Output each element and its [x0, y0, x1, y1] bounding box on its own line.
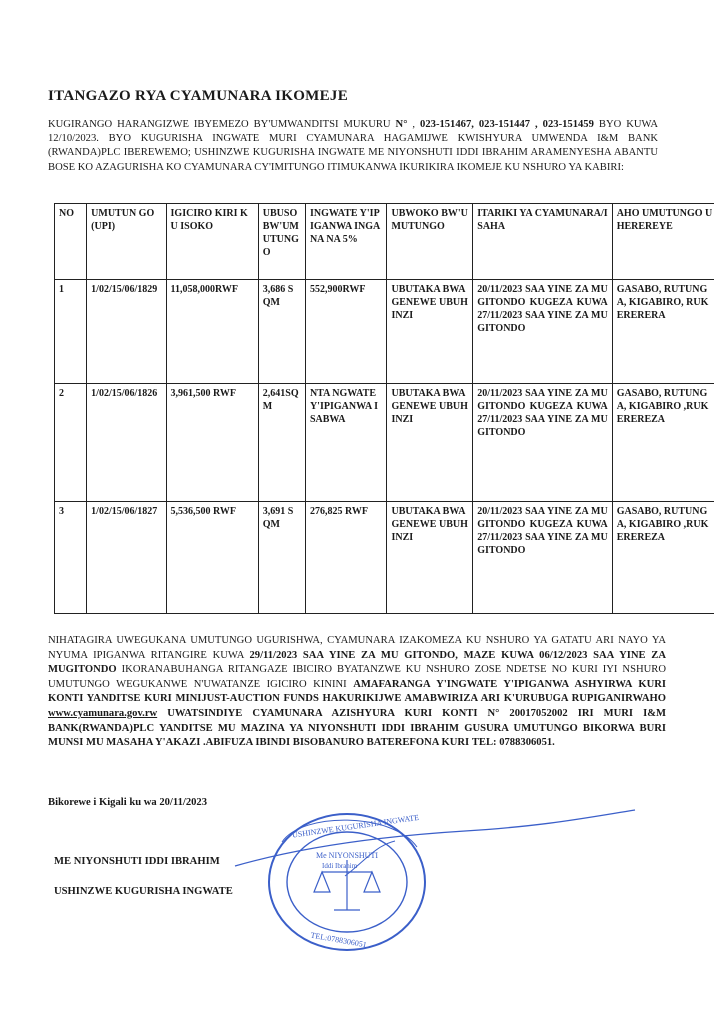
- table-row: [55, 502, 714, 614]
- header-size: UBUSO BW'UMUTUNGO: [258, 204, 305, 280]
- cell-no: 3: [55, 502, 87, 614]
- outro-payment-text: UWATSINDIYE CYAMUNARA AZISHYURA KURI KONTI: [167, 707, 478, 719]
- cell-upi: 1/02/15/06/1829: [87, 280, 166, 384]
- table-row: [55, 384, 714, 502]
- header-price: IGICIRO KIRI KU ISOKO: [166, 204, 258, 280]
- cell-upi: 1/02/15/06/1827: [87, 502, 166, 614]
- tel-label: TEL:: [471, 737, 497, 749]
- intro-text-1: KUGIRANGO HARANGIZWE IBYEMEZO BY'UMWANDITSI MUKURU: [48, 119, 391, 130]
- auction-website-link[interactable]: www.cyamunara.gov.rw: [48, 707, 158, 719]
- table-header-row: [55, 204, 714, 280]
- header-deposit: INGWATE Y'IPIGANWA INGANA NA 5%: [305, 204, 387, 280]
- cell-price: 11,058,000RWF: [166, 280, 258, 384]
- cell-size: 3,691 SQM: [258, 502, 305, 614]
- cell-no: 2: [55, 384, 87, 502]
- cell-deposit: 276,825 RWF: [305, 502, 387, 614]
- cell-size: 3,686 SQM: [258, 280, 305, 384]
- header-location: AHO UMUTUNGO UHEREREYE: [612, 204, 714, 280]
- svg-text:Me NIYONSHUTI: Me NIYONSHUTI: [316, 851, 378, 860]
- outro-text-1: NIHATAGIRA UWEGUKANA UMUTUNGO UGURISHWA, CYAMUNARA IZAKOMEZA KU NSHURO YA GATATU ARI NAYO YA NYUMA IPIGANWA RITANGIRE KUWA: [48, 635, 666, 661]
- cell-price: 3,961,500 RWF: [166, 384, 258, 502]
- cell-location: GASABO, RUTUNGA, KIGABIRO ,RUKEREREZA: [612, 502, 714, 614]
- cell-type: UBUTAKA BWAGENEWE UBUHINZI: [387, 502, 473, 614]
- header-no: NO: [55, 204, 87, 280]
- intro-text-2: BYO KUWA 12/10/2023. BYO KUGURISHA INGWATE MURI CYAMUNARA HAGAMIJWE KWISHYURA UMWENDA I&M BANK (RWANDA)PLC IBEREWEMO; USHINZWE KUGURISHA INGWATE ME NIYONSHUTI IDDI IBRAHIM ARAMENYESHA ABANTU BOSE KO AZAGURISHA KO CYAMUNARA CY'IMITUNGO ITIMUKANWA IKURIKIRA IKOMEJE KU NSHURO YA KABIRI:: [48, 119, 658, 173]
- svg-text:Iddi Ibrahim: Iddi Ibrahim: [322, 862, 358, 870]
- svg-text:TEL:0788306051: TEL:0788306051: [309, 930, 368, 950]
- tel-number: 0788306051.: [499, 737, 555, 749]
- cell-date: 20/11/2023 SAA YINE ZA MUGITONDO KUGEZA KUWA 27/11/2023 SAA YINE ZA MU GITONDO: [473, 280, 612, 384]
- outro-third-round-dates: 29/11/2023 SAA YINE ZA MU GITONDO, MAZE KUWA 06/12/2023 SAA YINE ZA MUGITONDO: [48, 649, 666, 676]
- account-number: 20017052002: [509, 707, 568, 719]
- notice-title: ITANGAZO RYA CYAMUNARA IKOMEJE: [48, 88, 349, 104]
- cell-date: 20/11/2023 SAA YINE ZA MUGITONDO KUGEZA KUWA 27/11/2023 SAA YINE ZA MU GITONDO: [473, 384, 612, 502]
- header-date: ITARIKI YA CYAMUNARA/ISAHA: [473, 204, 612, 280]
- properties-table: [54, 203, 714, 614]
- official-stamp: [252, 802, 452, 962]
- header-upi: UMUTUN GO(UPI): [87, 204, 166, 280]
- signed-date: Bikorewe i Kigali ku wa 20/11/2023: [48, 797, 208, 808]
- cell-price: 5,536,500 RWF: [166, 502, 258, 614]
- intro-no-sign: N°: [395, 119, 408, 130]
- cell-deposit: 552,900RWF: [305, 280, 387, 384]
- cell-date: 20/11/2023 SAA YINE ZA MUGITONDO KUGEZA KUWA 27/11/2023 SAA YINE ZA MU GITONDO: [473, 502, 612, 614]
- outro-paragraph: [48, 634, 666, 751]
- outro-deposit-instructions: AMAFARANGA Y'INGWATE Y'IPIGANWA ASHYIRWA KURI KONTI YANDITSE KURI MINIJUST-AUCTION FUNDS HAKURIKIJWE AMABWIRIZA ARI K'URUBUGA RUPIGANIRWAHO: [48, 678, 667, 705]
- cell-no: 1: [55, 280, 87, 384]
- cell-location: GASABO, RUTUNGA, KIGABIRO ,RUKEREREZA: [612, 384, 714, 502]
- cell-type: UBUTAKA BWAGENEWE UBUHINZI: [387, 280, 473, 384]
- outro-no-sign: N°: [487, 707, 500, 719]
- intro-paragraph: KUGIRANGO HARANGIZWE IBYEMEZO BY'UMWANDITSI MUKURU N° , 023-151467, 023-151447 , 023-151459 BYO KUWA 12/10/2023. BYO KUGURISHA INGWATE MURI CYAMUNARA HAGAMIJWE KWISHYURA UMWENDA I&M BANK (RWANDA)PLC IBEREWEMO; USHINZWE KUGURISHA INGWATE ME NIYONSHUTI IDDI IBRAHIM ARAMENYESHA ABANTU BOSE KO AZAGURISHA KO CYAMUNARA CY'IMITUNGO ITIMUKANWA IKURIKIRA IKOMEJE KU NSHURO YA KABIRI:: [48, 119, 658, 173]
- cell-type: UBUTAKA BWAGENEWE UBUHINZI: [387, 384, 473, 502]
- signer-role: USHINZWE KUGURISHA INGWATE: [54, 886, 233, 897]
- header-type: UBWOKO BW'UMUTUNGO: [387, 204, 473, 280]
- signer-name: ME NIYONSHUTI IDDI IBRAHIM: [54, 856, 220, 867]
- svg-text:USHINZWE KUGURISHA INGWATE: USHINZWE KUGURISHA INGWATE: [291, 812, 420, 840]
- cell-upi: 1/02/15/06/1826: [87, 384, 166, 502]
- cell-location: GASABO, RUTUNGA, KIGABIRO, RUKERERERA: [612, 280, 714, 384]
- cell-deposit: NTA NGWATE Y'IPIGANWA ISABWA: [305, 384, 387, 502]
- outro-text-3: IKORANABUHANGA RITANGAZE IBICIRO BYATANZWE KU NSHURO ZOSE NDETSE NO KURI IYI NSHURO UMUTUNGO WEGUKANWE N'UWATANZE IGICIRO KININI: [48, 664, 666, 690]
- cell-size: 2,641SQM: [258, 384, 305, 502]
- table-row: [55, 280, 714, 384]
- outro-bank-text: IRI MURI I&M BANK(RWANDA)PLC YANDITSE MU MAZINA YA NIYONSHUTI IDDI IBRAHIM GUSURA UMUTUNGO BIKORWA BURI MUNSI MU MASAHA Y'AKAZI .ABIFUZA IBINDI BISOBANURO BATEREFONA KURI: [48, 707, 667, 749]
- intro-refs: 023-151467, 023-151447 , 023-151459: [420, 119, 594, 130]
